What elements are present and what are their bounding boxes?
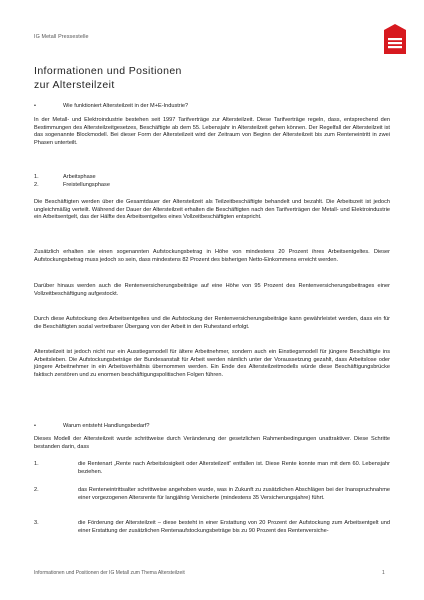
list-item-text: Arbeitsphase — [63, 174, 96, 180]
list-item-number: 1. — [34, 174, 39, 180]
section-1-question: Wie funktioniert Altersteilzeit in der M+E-Industrie? — [63, 103, 189, 109]
paragraph-block — [34, 199, 390, 222]
footer-text: Informationen und Positionen der IG Metall zum Thema Altersteilzeit — [34, 570, 185, 576]
paragraph-block — [34, 249, 390, 264]
list-item-number: 2. — [34, 182, 39, 188]
paragraph: In der Metall- und Elektroindustrie bestehen seit 1997 Tarifverträge zur Altersteilzeit. Diese Tarifverträge regeln, dass, entsprechend den Bestimmungen des Altersteilzeitgesetzes, Beschäftigte ab dem 55. Lebensjahr in Altersteilzeit gehen können. Der Regelfall der Altersteilzeit ist das sogenannte Blockmodell. Bei dieser Form der Altersteilzeit wird der Zeitraum von Beginn der Altersteilzeit bis zum Renteneintritt in zwei Phasen unterteilt. — [34, 117, 390, 147]
list-item-number: 3. — [34, 520, 39, 526]
list-item-number: 1. — [34, 461, 39, 467]
list-item — [34, 520, 390, 535]
section-1-intro — [34, 117, 390, 148]
bullet-marker: • — [34, 103, 36, 109]
paragraph: Durch diese Aufstockung des Arbeitsentgeltes und die Aufstockung der Rentenversicherungsbeiträge kann gewährleistet werden, dass ein für die Beschäftigten sozial vertretbarer Übergang von der Arbeit in den Ruhestand erfolgt. — [34, 316, 390, 330]
list-item-text: die Rentenart „Rente nach Arbeitslosigkeit oder Altersteilzeit“ entfallen ist. Diese Rente konnte man mit dem 60. Lebensjahr beziehen. — [78, 461, 390, 475]
list-item-number: 2. — [34, 487, 39, 493]
paragraph: Die Beschäftigten werden über die Gesamtdauer der Altersteilzeit als Teilzeitbeschäftigte behandelt und bezahlt. Die Arbeitszeit ist jedoch ungleichmäßig verteilt. Während der Dauer der Altersteilzeit erhalten die Beschäftigten nach den Tarifverträgen der Metall- und Elektroindustrie ein Arbeitsentgelt, das der Hälfte des Arbeitsentgeltes eines Vollzeitbeschäftigten entspricht. — [34, 199, 390, 221]
list-item — [34, 182, 390, 190]
list-item — [34, 487, 390, 502]
title-line-1: Informationen und Positionen — [34, 65, 182, 77]
section-2-intro — [34, 436, 390, 451]
phase-list — [34, 174, 390, 190]
paragraph: Darüber hinaus werden auch die Rentenversicherungsbeiträge auf eine Höhe von 95 Prozent des Rentenversicherungsbeitrages einer Vollzeitbeschäftigung aufgestockt. — [34, 283, 390, 297]
title-line-2: zur Altersteilzeit — [34, 79, 115, 91]
list-item-text: die Förderung der Altersteilzeit – diese besteht in einer Erstattung von 20 Prozent der Aufstockung zum Arbeitsentgelt und einer Erstattung der zusätzlichen Rentenaufstockungsbeträge bis zu 90 Prozent des Rentenversiche- — [78, 520, 390, 534]
paragraph: Altersteilzeit ist jedoch nicht nur ein Ausstiegsmodell für ältere Arbeitnehmer, sondern auch ein Einstiegsmodell für jüngere Beschäftigte ins Arbeitsleben. Die Aufstockungsbeträge der Bundesanstalt für Arbeit werden nämlich unter der Voraussetzung gezahlt, dass Arbeitslose oder jüngere Arbeitnehmer in ein Arbeitsverhältnis übernommen werden. Ein Ende des Altersteilzeitmodells würde diese Beschäftigungsbrücke faktisch zerstören und zu enormen beschäftigungspolitischen Folgen führen. — [34, 349, 390, 379]
paragraph: Dieses Modell der Altersteilzeit wurde schrittweise durch Veränderung der gesetzlichen Rahmenbedingungen unattraktiver. Diese Schritte bestanden darin, dass — [34, 436, 390, 450]
list-item-text: das Renteneintrittsalter schrittweise angehoben wurde, was in Zukunft zu zusätzlichen Abschlägen bei der Inanspruchnahme einer vorgezogenen Altersrente für langjährig Versicherte (mindestens 35 Versicherungsjahre) führt. — [78, 487, 390, 501]
list-item-text: Freistellungsphase — [63, 182, 110, 188]
paragraph: Zusätzlich erhalten sie einen sogenannten Aufstockungsbetrag in Höhe von mindestens 20 Prozent ihres Arbeitsentgeltes. Dieser Aufstockungsbetrag muss jedoch so sein, dass mindestens 82 Prozent des bisherigen Netto-Einkommens erreicht werden. — [34, 249, 390, 263]
paragraph-block — [34, 316, 390, 331]
list-item — [34, 174, 390, 182]
bullet-marker: • — [34, 423, 36, 429]
page-title — [34, 64, 394, 92]
list-item — [34, 461, 390, 476]
paragraph-block — [34, 349, 390, 380]
paragraph-block — [34, 283, 390, 298]
section-2-question: Warum entsteht Handlungsbedarf? — [63, 423, 150, 429]
ig-metall-logo — [384, 24, 406, 54]
page-number: 1 — [382, 570, 385, 576]
header-label: IG Metall Pressestelle — [34, 34, 89, 40]
